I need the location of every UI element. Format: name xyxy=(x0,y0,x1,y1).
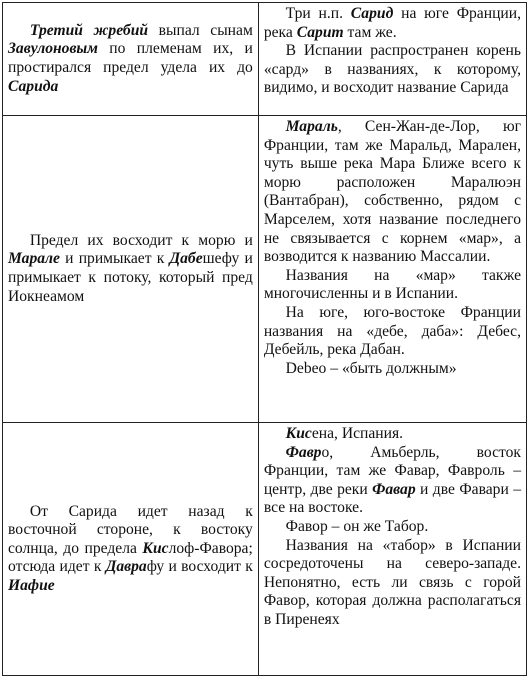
text-run: там же. xyxy=(343,23,397,41)
text-run: От Сарида идет назад к восточной стороне, к востоку солнца, до предела xyxy=(8,502,253,557)
right-cell xyxy=(258,116,526,423)
emphasized-term: Фавр xyxy=(285,443,322,461)
emphasized-term: Кис xyxy=(142,539,169,557)
text-run: Debeo – «быть должным» xyxy=(285,359,457,377)
emphasized-term: Кис xyxy=(285,425,312,442)
emphasized-term: Завулоновым xyxy=(8,40,98,58)
text-run: Предел их восходит к морю и xyxy=(29,231,253,249)
text-run: по племенам их, и простирался предел удела их до xyxy=(8,40,253,76)
paragraph xyxy=(264,537,521,630)
paragraph xyxy=(264,118,521,267)
cell-text xyxy=(8,503,253,596)
text-run: и примыкает к xyxy=(59,250,170,268)
emphasized-term: Марале xyxy=(8,250,60,268)
table-row xyxy=(3,423,527,676)
text-run: выпал сынам xyxy=(148,21,253,39)
emphasized-term: Иафие xyxy=(8,576,55,594)
text-run: фу и восходит к xyxy=(146,558,253,576)
document-page xyxy=(2,2,527,689)
text-run: ена, Испания. xyxy=(311,425,404,442)
text-run: Три н.п. xyxy=(285,5,351,22)
text-run: На юге, юго-востоке Франции названия на «дебе, даба»: Дебес, Дебейль, река Дабан. xyxy=(263,303,521,359)
text-run: о, Амьберль, восток Франции, там же Фавар, Фавроль – центр, две реки xyxy=(263,443,521,498)
paragraph xyxy=(264,267,521,304)
paragraph xyxy=(8,232,253,306)
left-cell xyxy=(3,423,259,676)
left-cell xyxy=(3,116,259,423)
paragraph xyxy=(264,425,521,444)
emphasized-term: Мараль xyxy=(285,118,338,135)
emphasized-term: Сарид xyxy=(350,5,394,22)
text-run: , Сен-Жан-де-Лор, юг Франции, там же Маральд, Марален, чуть выше река Мара Ближе всего к морю расположен Маралюэн (Вантабран), собственно, рядом с Марселем, хотя название последнего не связывается с корнем «мар», а возводится к названию Массалии. xyxy=(263,118,521,266)
table-row xyxy=(3,116,527,423)
emphasized-term: Сарит xyxy=(296,23,344,41)
text-run: В Испании распространен корень «сард» в названиях, к которому, видимо, и восходит название Сарида xyxy=(263,42,521,97)
paragraph xyxy=(8,22,253,96)
cell-text xyxy=(264,118,521,378)
text-run: на юге Франции, река xyxy=(263,5,522,41)
emphasized-term: Сарида xyxy=(8,77,59,95)
comparison-table xyxy=(2,2,527,676)
paragraph xyxy=(264,518,521,537)
right-cell xyxy=(258,423,526,676)
paragraph xyxy=(264,304,521,360)
paragraph xyxy=(8,503,253,596)
emphasized-term: Фавар xyxy=(372,480,416,498)
text-run: шефу и примыкает к потоку, который пред Иокнеамом xyxy=(8,250,253,305)
paragraph xyxy=(264,5,521,42)
emphasized-term: Дабе xyxy=(169,250,203,268)
emphasized-term: Третий жребий xyxy=(29,21,149,39)
text-run: лоф-Фавора; отсюда идет к xyxy=(8,539,253,576)
cell-text xyxy=(8,22,253,96)
cell-text xyxy=(264,425,521,630)
table-row xyxy=(3,3,527,116)
text-run: Названия на «табор» в Испании сосредоточены на северо-западе. Непонятно, есть ли связь с горой Фавор, которая должна располагаться в Пиренеях xyxy=(263,536,521,628)
text-run: и две Фавари – все на востоке. xyxy=(263,480,521,517)
text-run: Названия на «мар» также многочисленны и в Испании. xyxy=(263,266,521,303)
emphasized-term: Давра xyxy=(105,558,147,576)
left-cell xyxy=(3,3,259,116)
paragraph xyxy=(264,360,521,379)
cell-text xyxy=(264,5,521,98)
paragraph xyxy=(264,444,521,518)
cell-text xyxy=(8,232,253,306)
text-run: Фавор – он же Табор. xyxy=(285,517,429,535)
paragraph xyxy=(264,42,521,98)
right-cell xyxy=(258,3,526,116)
